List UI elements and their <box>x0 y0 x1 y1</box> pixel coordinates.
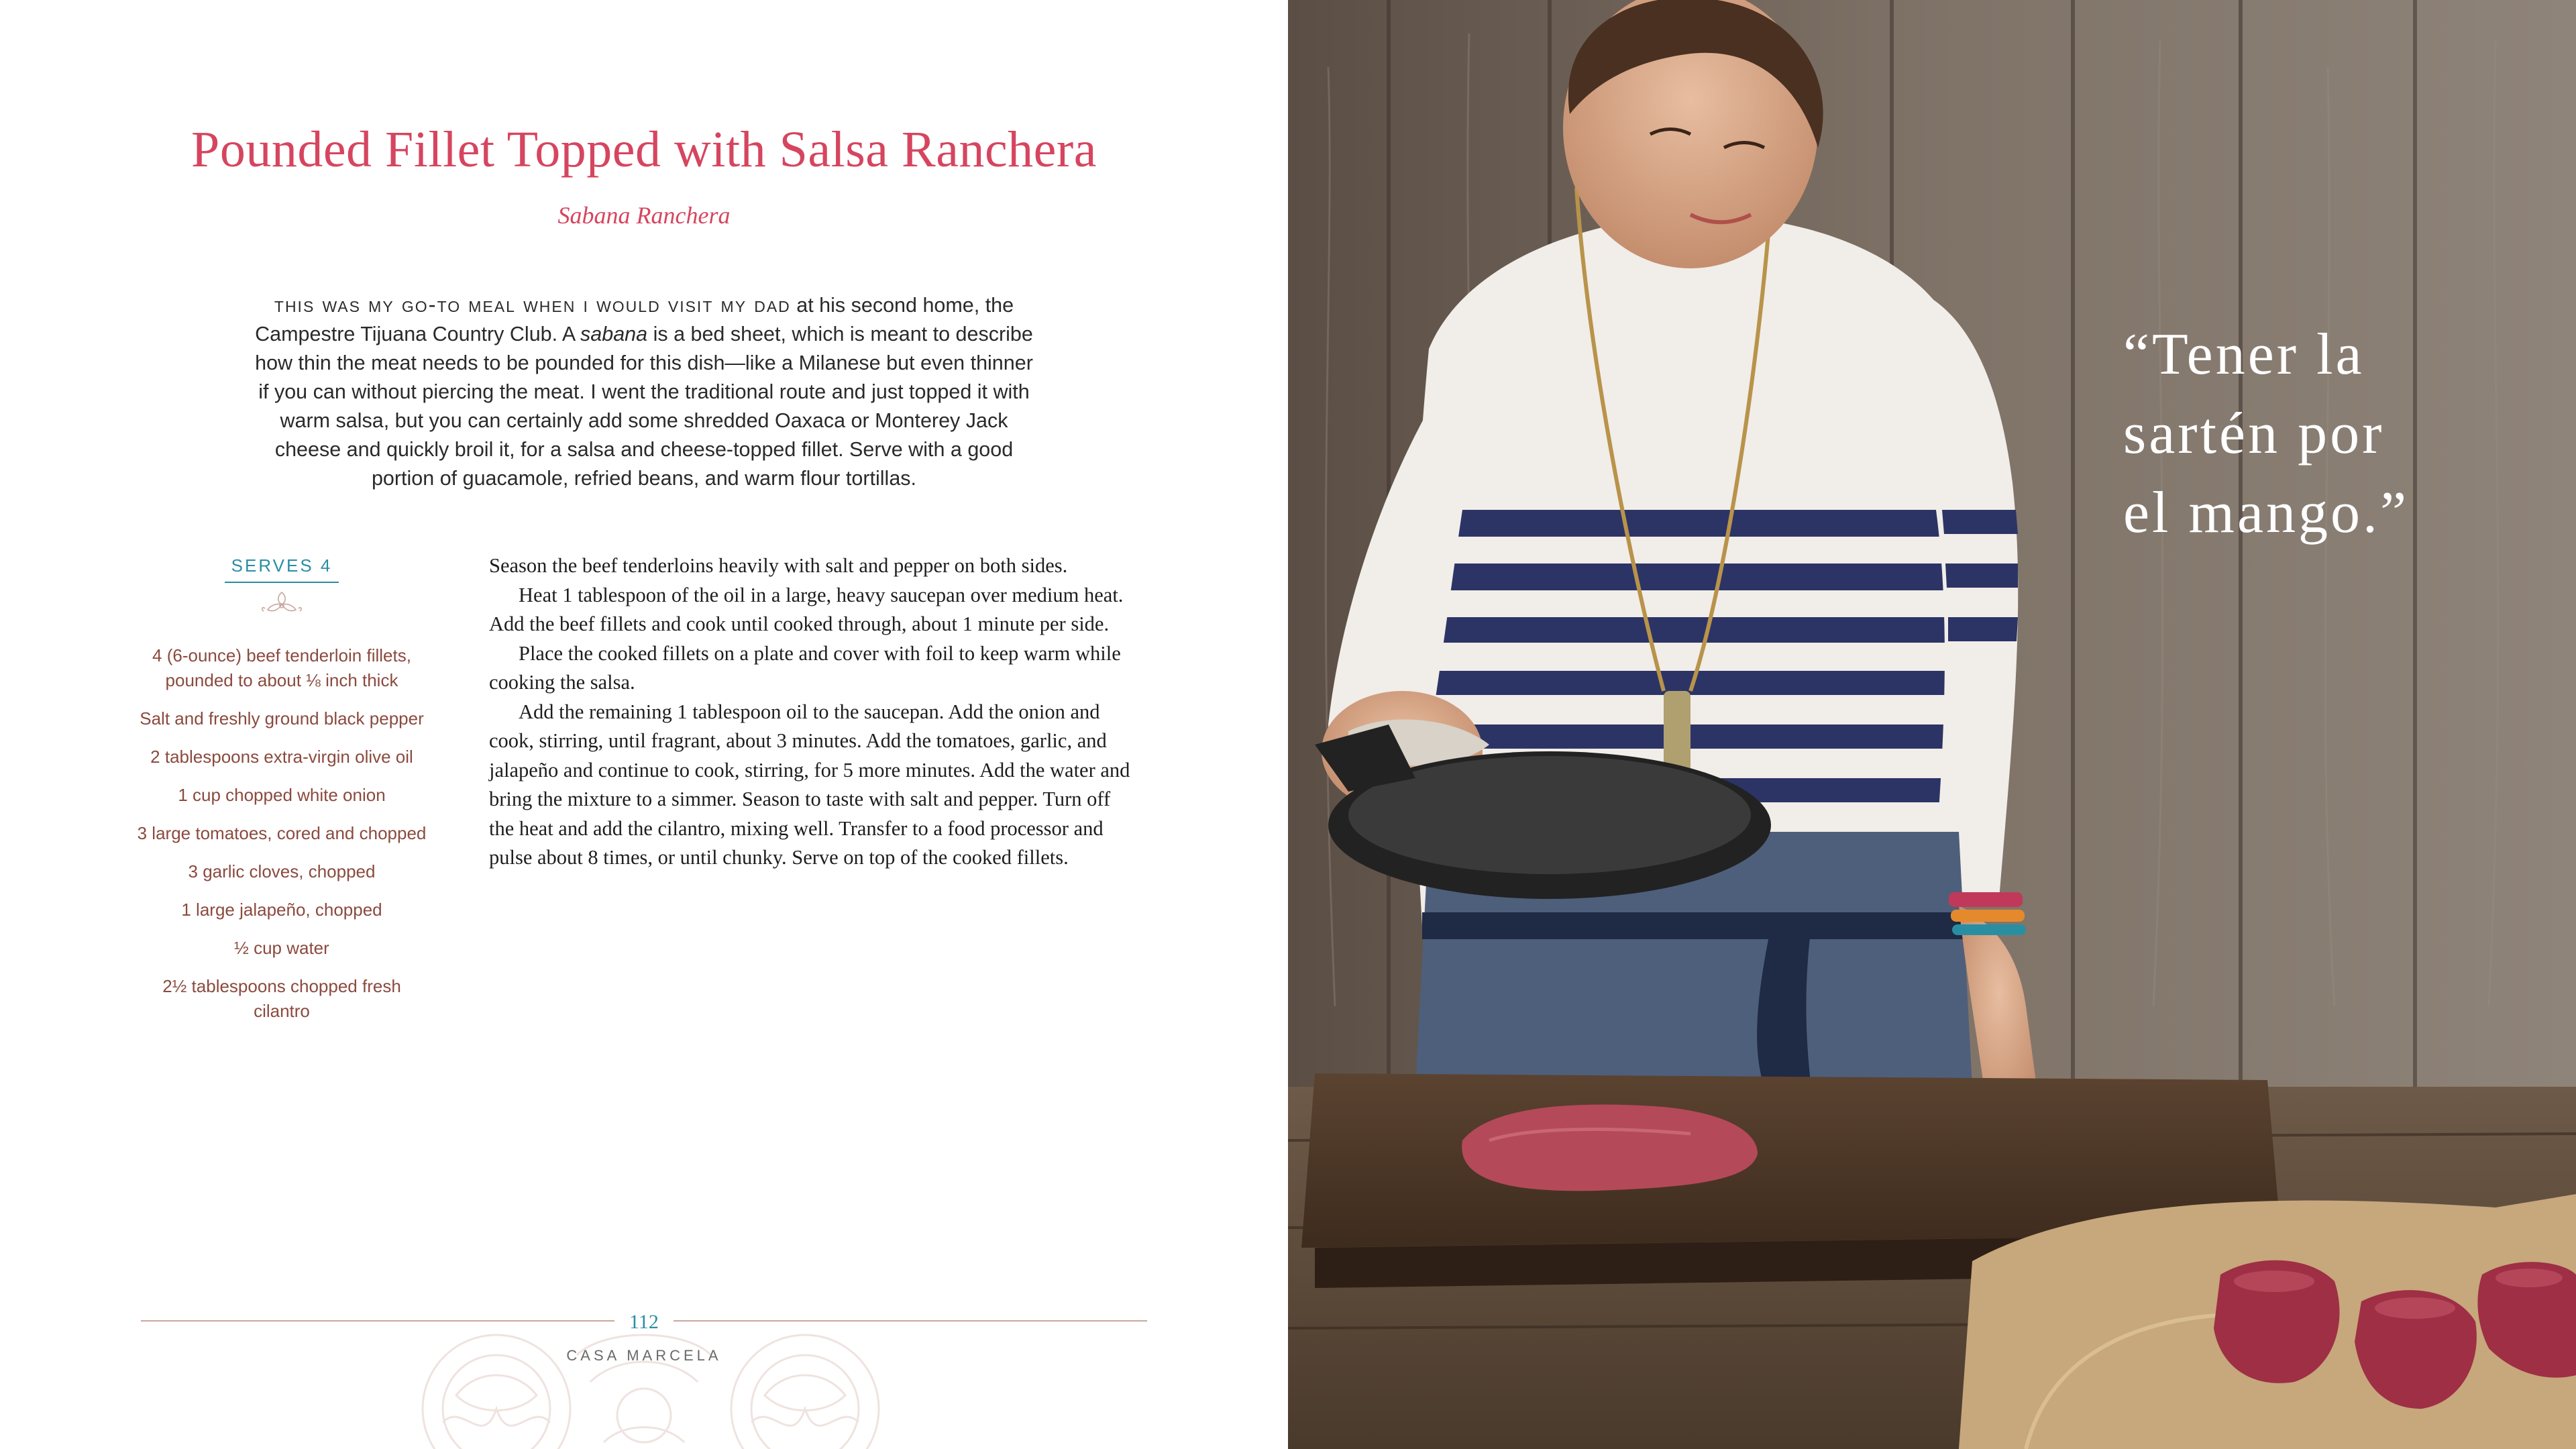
photo-page <box>1288 0 2576 1449</box>
method-paragraph: Place the cooked fillets on a plate and cover with foil to keep warm while cooking the salsa. <box>489 641 1121 694</box>
method-paragraph: Season the beef tenderloins heavily with salt and pepper on both sides. <box>489 554 1068 577</box>
ingredients-column <box>121 555 443 1037</box>
ingredient-item: 2½ tablespoons chopped fresh cilantro <box>162 976 401 1021</box>
intro-lead: this was my go-to meal when i would visit my dad <box>274 292 791 317</box>
folio-box <box>614 1311 674 1334</box>
serves-rule <box>225 582 339 583</box>
method-paragraph: Add the remaining 1 tablespoon oil to the saucepan. Add the onion and cook, stirring, until fragrant, about 3 minutes. Add the tomatoes, garlic, and jalapeño and continue to cook, stirring, for 5 more minutes. Add the water and bring the mixture to a simmer. Season to taste with salt and pepper. Turn off the heat and add the cilantro, mixing well. Transfer to a food processor and pulse about 8 times, or until chunky. Serve on top of the cooked fillets. <box>489 700 1130 869</box>
intro-text-2: is a bed sheet, which is meant to describe how thin the meat needs to be pounded for this dish—like a Milanese but even thinner if you can without piercing the meat. I went the traditional route and just topped it with warm salsa, but you can certainly add some shredded Oaxaca or Monterey Jack cheese and quickly broil it, for a salsa and cheese-topped fillet. Serve with a good portion of guacamole, refried beans, and warm flour tortillas. <box>255 323 1033 490</box>
quote-line: sartén por <box>2123 401 2385 466</box>
method-column <box>489 551 1140 873</box>
ingredient-item: 1 cup chopped white onion <box>178 785 386 805</box>
ingredient-item: Salt and freshly ground black pepper <box>140 708 424 729</box>
quote-line: el mango.” <box>2123 480 2410 545</box>
quote-line: “Tener la <box>2123 322 2365 387</box>
ingredient-item: 2 tablespoons extra-virgin olive oil <box>150 747 413 767</box>
intro-text-1: at his second home, the Campestre Tijuana Country Club. A <box>255 294 1014 345</box>
recipe-subtitle: Sabana Ranchera <box>557 202 731 229</box>
pull-quote <box>2123 315 2539 553</box>
ingredient-item: ½ cup water <box>234 938 329 958</box>
ingredient-item: 4 (6-ounce) beef tenderloin fillets, pounded to about ⅛ inch thick <box>152 645 411 690</box>
method-paragraph: Heat 1 tablespoon of the oil in a large, heavy saucepan over medium heat. Add the beef fillets and cook until cooked through, about 1 minute per side. <box>489 583 1124 635</box>
ingredient-list <box>121 643 443 1024</box>
recipe-title: Pounded Fillet Topped with Salsa Ranchera <box>191 121 1097 178</box>
recipe-intro <box>248 290 1040 493</box>
floral-ornament-icon <box>258 590 305 616</box>
lace-pattern-decoration <box>376 1315 912 1449</box>
intro-term: sabana <box>580 323 648 345</box>
ingredient-item: 3 garlic cloves, chopped <box>188 861 376 881</box>
page-number: 112 <box>629 1311 659 1333</box>
serves-heading: SERVES 4 <box>231 555 333 576</box>
running-head: CASA MARCELA <box>566 1347 722 1364</box>
cooking-photo <box>1288 0 2576 1449</box>
ingredient-item: 1 large jalapeño, chopped <box>181 900 382 920</box>
ingredient-item: 3 large tomatoes, cored and chopped <box>137 823 427 843</box>
